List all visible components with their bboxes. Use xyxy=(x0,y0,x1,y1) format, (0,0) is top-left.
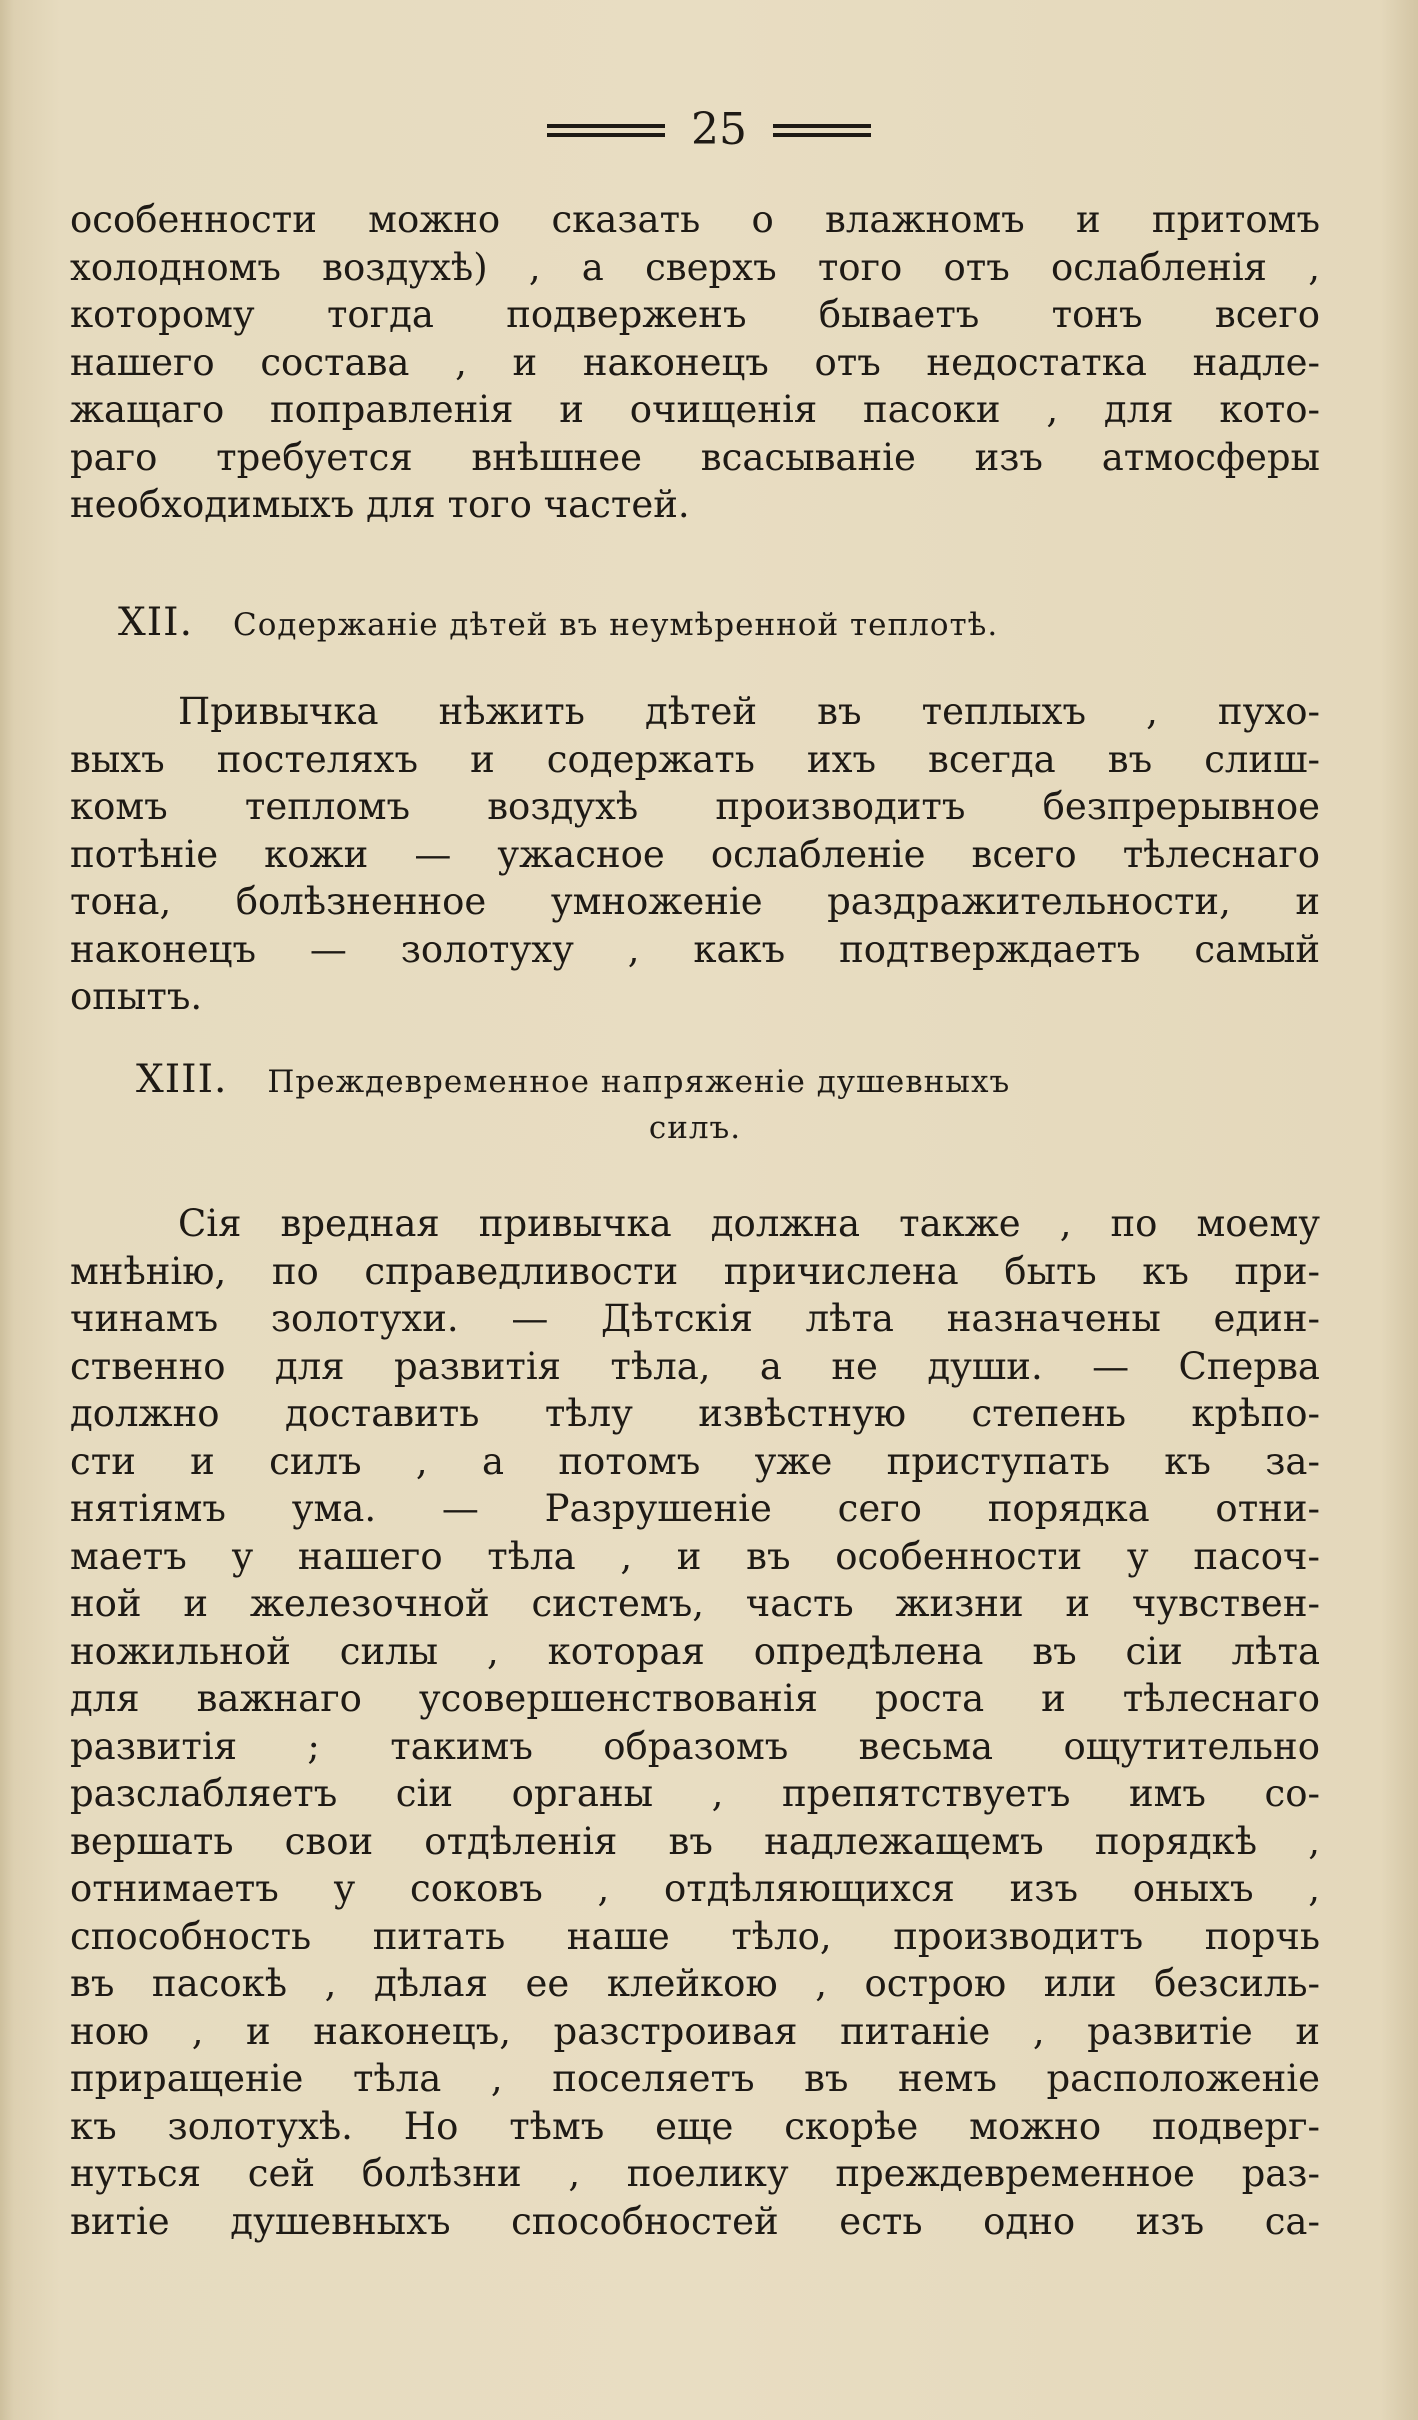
text-line: холодномъ воздухѣ) , а сверхъ того отъ ослабленія , xyxy=(70,245,1320,289)
text-line: способность питать наше тѣло, производитъ порчь xyxy=(70,1914,1320,1958)
text-line: нашего состава , и наконецъ отъ недостатка надле- xyxy=(70,340,1320,384)
text-line: наконецъ — золотуху , какъ подтверждаетъ самый xyxy=(70,927,1320,971)
section-13-paragraph xyxy=(70,1200,1320,2245)
section-heading-13 xyxy=(70,1057,1320,1151)
text-line: Привычка нѣжить дѣтей въ теплыхъ , пухо- xyxy=(178,690,1320,733)
text-line: развитія ; такимъ образомъ весьма ощутительно xyxy=(70,1724,1320,1768)
header-rule-right xyxy=(773,124,871,137)
section-heading-12 xyxy=(70,600,1320,648)
text-line: раго требуется внѣшнее всасываніе изъ атмосферы xyxy=(70,435,1320,479)
page-header xyxy=(0,104,1418,155)
text-line: къ золотухѣ. Но тѣмъ еще скорѣе можно подверг- xyxy=(70,2104,1320,2148)
section-number: XII. xyxy=(118,600,193,645)
text-line: Сія вредная привычка должна также , по моему xyxy=(178,1202,1320,1245)
section-title: Содержаніе дѣтей въ неумѣренной теплотѣ. xyxy=(232,607,999,643)
continued-paragraph xyxy=(70,196,1320,529)
text-line: ной и железочной системъ, часть жизни и чувствен- xyxy=(70,1582,1320,1625)
text-line: ною , и наконецъ, разстроивая питаніе , развитіе и xyxy=(70,2009,1320,2053)
text-line: приращеніе тѣла , поселяетъ въ немъ расположеніе xyxy=(70,2057,1320,2100)
text-line: опытъ. xyxy=(70,975,203,1018)
text-line: чинамъ золотухи. — Дѣтскія лѣта назначены един- xyxy=(70,1297,1320,1340)
text-line: маетъ у нашего тѣла , и въ особенности у пасоч- xyxy=(70,1534,1320,1578)
text-line: необходимыхъ для того частей. xyxy=(70,483,690,526)
section-title-line: силъ. xyxy=(648,1110,742,1146)
text-line: которому тогда подверженъ бываетъ тонъ всего xyxy=(70,293,1320,336)
section-number: XIII. xyxy=(136,1057,228,1102)
section-12-paragraph xyxy=(70,688,1320,1021)
text-line: сти и силъ , а потомъ уже приступать къ за- xyxy=(70,1439,1320,1483)
text-line: вершать свои отдѣленія въ надлежащемъ порядкѣ , xyxy=(70,1819,1320,1863)
section-title-line xyxy=(136,1057,1320,1105)
text-line: для важнаго усовершенствованія роста и тѣлеснаго xyxy=(70,1677,1320,1720)
text-line: жащаго поправленія и очищенія пасоки , для кото- xyxy=(70,388,1320,431)
header-rule-left xyxy=(547,124,665,137)
text-line: комъ тепломъ воздухѣ производитъ безпрерывное xyxy=(70,785,1320,828)
text-line: мнѣнію, по справедливости причислена быть къ при- xyxy=(70,1249,1320,1293)
text-line: разслабляетъ сіи органы , препятствуетъ имъ со- xyxy=(70,1772,1320,1815)
text-line: витіе душевныхъ способностей есть одно изъ са- xyxy=(70,2199,1320,2243)
section-title: Преждевременное напряженіе душевныхъ xyxy=(267,1064,1011,1100)
text-line: тона, болѣзненное умноженіе раздражительности, и xyxy=(70,880,1320,923)
text-line: должно доставить тѣлу извѣстную степень крѣпо- xyxy=(70,1392,1320,1435)
text-line: особенности можно сказать о влажномъ и притомъ xyxy=(70,198,1320,241)
text-line: отнимаетъ у соковъ , отдѣляющихся изъ оныхъ , xyxy=(70,1867,1320,1910)
page-number: 25 xyxy=(691,104,747,155)
text-line: нуться сей болѣзни , поелику преждевременное раз- xyxy=(70,2152,1320,2195)
text-line: ножильной силы , которая опредѣлена въ сіи лѣта xyxy=(70,1629,1320,1673)
text-line: ственно для развитія тѣла, а не души. — Сперва xyxy=(70,1344,1320,1388)
text-line: выхъ постеляхъ и содержать ихъ всегда въ слиш- xyxy=(70,737,1320,781)
text-line: потѣніе кожи — ужасное ослабленіе всего тѣлеснаго xyxy=(70,832,1320,876)
text-line: въ пасокѣ , дѣлая ее клейкою , острою или безсиль- xyxy=(70,1962,1320,2005)
text-line: нятіямъ ума. — Разрушеніе сего порядка отни- xyxy=(70,1487,1320,1530)
